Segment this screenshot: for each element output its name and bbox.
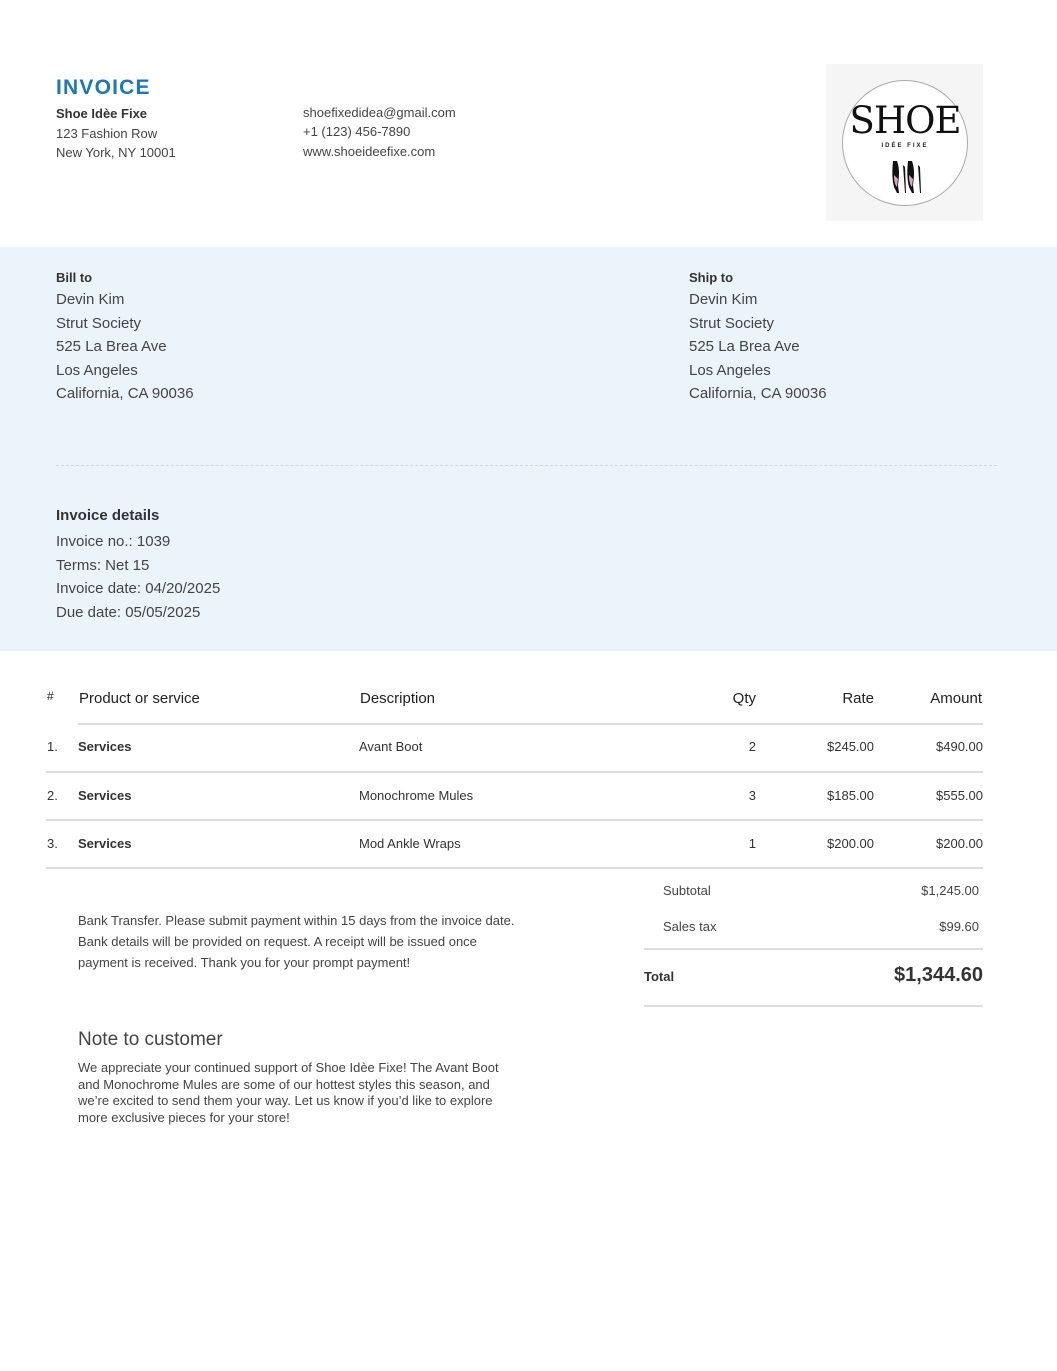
row-2-qty: 3 [748,788,756,803]
column-header-rate: Rate [842,690,874,707]
row-2-description: Monochrome Mules [359,788,474,803]
company-address-line-2: New York, NY 10001 [56,145,176,160]
bill-to-line-2: Strut Society [56,315,142,332]
bill-to-line-3: 525 La Brea Ave [56,338,167,355]
table-bottom-divider [46,867,983,869]
company-website: www.shoeideefixe.com [303,144,436,159]
totals-divider [644,948,983,950]
row-3-qty: 1 [748,836,756,851]
ship-to-line-3: 525 La Brea Ave [689,338,800,355]
row-3-description: Mod Ankle Wraps [359,836,461,851]
column-header-qty: Qty [732,690,756,707]
row-2-rate: $185.00 [827,788,874,803]
column-header-product: Product or service [79,690,200,707]
invoice-number: Invoice no.: 1039 [56,533,171,550]
column-header-amount: Amount [930,690,982,707]
row-3-rate: $200.00 [827,836,874,851]
sales-tax-label: Sales tax [663,919,717,934]
ship-to-line-5: California, CA 90036 [689,385,827,402]
row-divider [46,819,983,821]
row-1-rate: $245.00 [827,739,874,754]
invoice-due-date: Due date: 05/05/2025 [56,604,201,621]
bill-to-line-1: Devin Kim [56,291,125,308]
row-1-description: Avant Boot [359,739,423,754]
bill-to-label: Bill to [56,270,93,285]
row-1-qty: 2 [748,739,756,754]
row-1-amount: $490.00 [936,739,983,754]
column-header-number: # [47,689,54,703]
row-2-product: Services [78,788,132,803]
logo-circle [842,80,968,206]
company-logo [826,64,983,221]
row-3-product: Services [78,836,132,851]
company-email: shoefixedidea@gmail.com [303,105,456,120]
row-2-amount: $555.00 [936,788,983,803]
totals-bottom-divider [644,1005,983,1007]
high-heels-icon [889,157,923,195]
invoice-date: Invoice date: 04/20/2025 [56,580,221,597]
row-3-number: 3. [47,836,58,851]
row-2-number: 2. [47,788,58,803]
row-3-amount: $200.00 [936,836,983,851]
note-to-customer-body: We appreciate your continued support of Shoe Idèe Fixe! The Avant Boot and Monochrome Mules are some of our hottest styles this season, and we’re excited to send them your way. Let us know if you’d like to explore more exclusive pieces for your store! [78,1060,499,1125]
company-phone: +1 (123) 456-7890 [303,124,411,139]
invoice-details-title: Invoice details [56,507,160,524]
company-name: Shoe Idèe Fixe [56,106,148,121]
row-1-product: Services [78,739,132,754]
row-1-number: 1. [47,739,58,754]
column-header-description: Description [360,690,436,707]
note-to-customer-title: Note to customer [78,1029,223,1050]
invoice-title: INVOICE [56,76,151,99]
header-divider [78,723,983,725]
logo-wordmark: SHOE [849,99,961,142]
bill-to-line-4: Los Angeles [56,362,138,379]
invoice-terms: Terms: Net 15 [56,557,150,574]
total-value: $1,344.60 [894,964,983,986]
subtotal-value: $1,245.00 [921,883,979,898]
ship-to-line-2: Strut Society [689,315,775,332]
section-divider [56,465,997,466]
logo-subtitle: IDÉE FIXE [881,143,929,149]
ship-to-line-1: Devin Kim [689,291,758,308]
row-divider [46,771,983,773]
company-address-line-1: 123 Fashion Row [56,126,158,141]
sales-tax-value: $99.60 [939,919,979,934]
ship-to-label: Ship to [689,270,734,285]
subtotal-label: Subtotal [663,883,711,898]
payment-instructions: Bank Transfer. Please submit payment within 15 days from the invoice date. Bank details will be provided on request. A receipt will be issued once payment is received. Thank you for your prompt payment! [78,913,515,970]
bill-to-line-5: California, CA 90036 [56,385,194,402]
ship-to-line-4: Los Angeles [689,362,771,379]
total-label: Total [644,969,675,984]
